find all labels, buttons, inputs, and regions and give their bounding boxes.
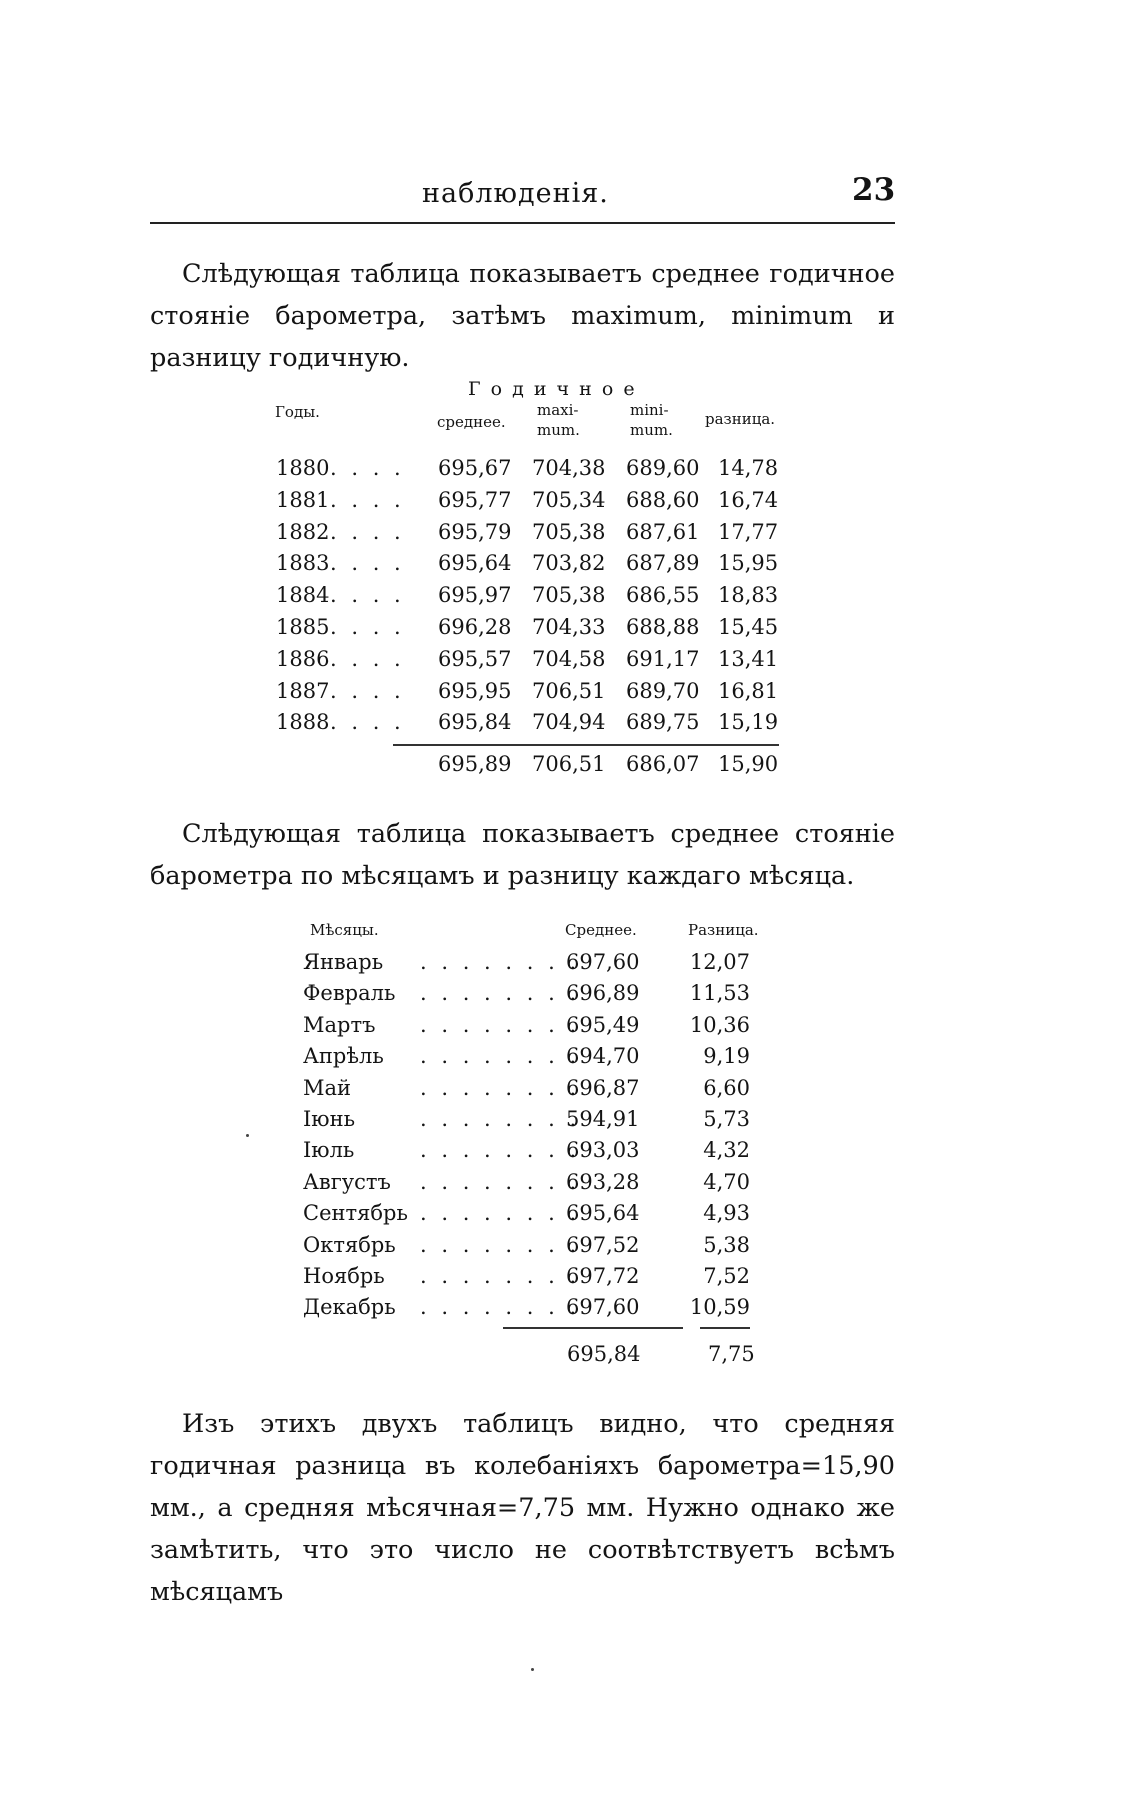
yearly-row-mean: 695,67	[438, 456, 512, 480]
yearly-row-diff: 15,95	[718, 551, 779, 575]
leader-dots: . . . .	[330, 615, 405, 639]
monthly-col-month: Мѣсяцы.	[310, 921, 379, 939]
yearly-row-diff: 13,41	[718, 647, 779, 671]
yearly-row-mean: 695,77	[438, 488, 512, 512]
yearly-col-min: mini-mum.	[630, 401, 673, 439]
monthly-row-diff: 4,32	[703, 1138, 750, 1162]
monthly-row-diff: 12,07	[689, 950, 750, 974]
leader-dots: . . . . . . . .	[420, 1201, 581, 1225]
leader-dots: . . . . . . . .	[420, 981, 581, 1005]
monthly-row-month: Мартъ	[303, 1013, 376, 1037]
monthly-row-mean: 695,49	[566, 1013, 640, 1037]
yearly-row-year: 1884	[276, 583, 330, 607]
monthly-total-diff: 7,75	[708, 1342, 755, 1366]
yearly-row-max: 703,82	[532, 551, 606, 575]
yearly-row-diff: 15,19	[718, 710, 779, 734]
yearly-row-diff: 15,45	[718, 615, 779, 639]
yearly-row-year: 1887	[276, 679, 330, 703]
monthly-row-diff: 4,93	[703, 1201, 750, 1225]
yearly-row-max: 705,34	[532, 488, 606, 512]
yearly-row-mean: 696,28	[438, 615, 512, 639]
yearly-row-mean: 695,64	[438, 551, 512, 575]
yearly-row-year: 1880	[276, 456, 330, 480]
monthly-row-mean: 594,91	[566, 1107, 640, 1131]
yearly-col-max: maxi-mum.	[537, 401, 580, 439]
monthly-row-month: Май	[303, 1076, 352, 1100]
monthly-row-mean: 693,03	[566, 1138, 640, 1162]
leader-dots: . . . . . . . .	[420, 1013, 581, 1037]
scan-speck	[531, 1668, 534, 1671]
leader-dots: . . . .	[330, 679, 405, 703]
monthly-row-month: Октябрь	[303, 1233, 396, 1257]
monthly-row-month: Январь	[303, 950, 384, 974]
monthly-row-diff: 5,38	[703, 1233, 750, 1257]
monthly-row-diff: 7,52	[703, 1264, 750, 1288]
monthly-row-diff: 10,59	[689, 1295, 750, 1319]
yearly-row-year: 1882	[276, 520, 330, 544]
leader-dots: . . . . . . . .	[420, 1170, 581, 1194]
yearly-row-year: 1886	[276, 647, 330, 671]
yearly-row-diff: 17,77	[718, 520, 779, 544]
monthly-row-mean: 697,52	[566, 1233, 640, 1257]
leader-dots: . . . .	[330, 551, 405, 575]
monthly-row-month: Сентябрь	[303, 1201, 408, 1225]
monthly-row-mean: 696,89	[566, 981, 640, 1005]
yearly-row-diff: 14,78	[718, 456, 779, 480]
monthly-row-mean: 695,64	[566, 1201, 640, 1225]
monthly-row-diff: 9,19	[703, 1044, 750, 1068]
yearly-total-diff: 15,90	[718, 752, 779, 776]
conclusion-paragraph: Изъ этихъ двухъ таблицъ видно, что средняя годичная разница въ колебаніяхъ барометра=15,90 мм., а средняя мѣсячная=7,75 мм. Нужно однако же замѣтить, что это число не соотвѣтствуетъ всѣмъ мѣсяцамъ	[150, 1409, 895, 1607]
leader-dots: . . . . . . . .	[420, 1138, 581, 1162]
yearly-row-year: 1883	[276, 551, 330, 575]
monthly-row-month: Ноябрь	[303, 1264, 385, 1288]
yearly-total-max: 706,51	[532, 752, 606, 776]
monthly-total-mean: 695,84	[567, 1342, 641, 1366]
running-head-title: наблюденія.	[422, 178, 609, 209]
yearly-row-mean: 695,84	[438, 710, 512, 734]
monthly-total-rule-mean	[503, 1327, 683, 1329]
yearly-col-diff: разница.	[705, 410, 776, 428]
yearly-row-mean: 695,79	[438, 520, 512, 544]
page-number: 23	[852, 172, 896, 208]
monthly-row-month: Іюль	[303, 1138, 355, 1162]
yearly-row-max: 705,38	[532, 583, 606, 607]
yearly-row-min: 687,89	[626, 551, 700, 575]
yearly-row-year: 1888	[276, 710, 330, 734]
yearly-row-min: 691,17	[626, 647, 700, 671]
leader-dots: . . . . . . . .	[420, 950, 581, 974]
yearly-total-rule	[393, 744, 779, 746]
leader-dots: . . . . . . . .	[420, 1295, 581, 1319]
monthly-row-mean: 693,28	[566, 1170, 640, 1194]
intro-monthly-paragraph: Слѣдующая таблица показываетъ среднее стояніе барометра по мѣсяцамъ и разницу каждаго мѣсяца.	[150, 819, 895, 891]
leader-dots: . . . . . . . .	[420, 1107, 581, 1131]
yearly-col-year: Годы.	[275, 403, 320, 421]
monthly-row-diff: 4,70	[703, 1170, 750, 1194]
scan-speck	[246, 1134, 249, 1137]
monthly-row-month: Февраль	[303, 981, 396, 1005]
monthly-row-diff: 11,53	[689, 981, 750, 1005]
leader-dots: . . . . . . . .	[420, 1076, 581, 1100]
leader-dots: . . . .	[330, 488, 405, 512]
yearly-row-max: 704,58	[532, 647, 606, 671]
yearly-row-min: 689,60	[626, 456, 700, 480]
yearly-row-diff: 18,83	[718, 583, 779, 607]
leader-dots: . . . . . . . .	[420, 1264, 581, 1288]
leader-dots: . . . . . . . .	[420, 1044, 581, 1068]
monthly-row-month: Августъ	[303, 1170, 391, 1194]
monthly-row-month: Апрѣль	[303, 1044, 384, 1068]
yearly-row-max: 704,94	[532, 710, 606, 734]
monthly-row-mean: 697,60	[566, 950, 640, 974]
yearly-row-diff: 16,74	[718, 488, 779, 512]
yearly-row-mean: 695,97	[438, 583, 512, 607]
leader-dots: . . . .	[330, 710, 405, 734]
yearly-total-mean: 695,89	[438, 752, 512, 776]
yearly-row-min: 687,61	[626, 520, 700, 544]
monthly-row-diff: 5,73	[703, 1107, 750, 1131]
monthly-row-mean: 696,87	[566, 1076, 640, 1100]
monthly-row-diff: 10,36	[689, 1013, 750, 1037]
yearly-row-min: 686,55	[626, 583, 700, 607]
yearly-row-max: 704,38	[532, 456, 606, 480]
leader-dots: . . . .	[330, 520, 405, 544]
yearly-col-mean: среднее.	[437, 413, 506, 431]
monthly-row-month: Іюнь	[303, 1107, 356, 1131]
yearly-row-max: 705,38	[532, 520, 606, 544]
leader-dots: . . . .	[330, 647, 405, 671]
leader-dots: . . . . . . . .	[420, 1233, 581, 1257]
yearly-row-min: 689,70	[626, 679, 700, 703]
yearly-row-min: 688,88	[626, 615, 700, 639]
yearly-total-min: 686,07	[626, 752, 700, 776]
yearly-row-mean: 695,57	[438, 647, 512, 671]
yearly-row-min: 689,75	[626, 710, 700, 734]
yearly-row-year: 1881	[276, 488, 330, 512]
yearly-row-diff: 16,81	[718, 679, 779, 703]
yearly-group-header: Г о д и ч н о е	[468, 378, 637, 400]
header-rule	[150, 222, 895, 224]
monthly-col-mean: Среднее.	[565, 921, 637, 939]
yearly-row-min: 688,60	[626, 488, 700, 512]
monthly-row-mean: 697,60	[566, 1295, 640, 1319]
yearly-row-mean: 695,95	[438, 679, 512, 703]
monthly-col-diff: Разница.	[688, 921, 759, 939]
monthly-row-mean: 694,70	[566, 1044, 640, 1068]
monthly-row-month: Декабрь	[303, 1295, 396, 1319]
monthly-row-mean: 697,72	[566, 1264, 640, 1288]
yearly-row-max: 704,33	[532, 615, 606, 639]
yearly-row-max: 706,51	[532, 679, 606, 703]
yearly-row-year: 1885	[276, 615, 330, 639]
monthly-total-rule-diff	[700, 1327, 750, 1329]
leader-dots: . . . .	[330, 583, 405, 607]
leader-dots: . . . .	[330, 456, 405, 480]
intro-yearly-paragraph: Слѣдующая таблица показываетъ среднее годичное стояніе барометра, затѣмъ maximum, minimum и разницу годичную.	[150, 259, 895, 373]
monthly-row-diff: 6,60	[703, 1076, 750, 1100]
